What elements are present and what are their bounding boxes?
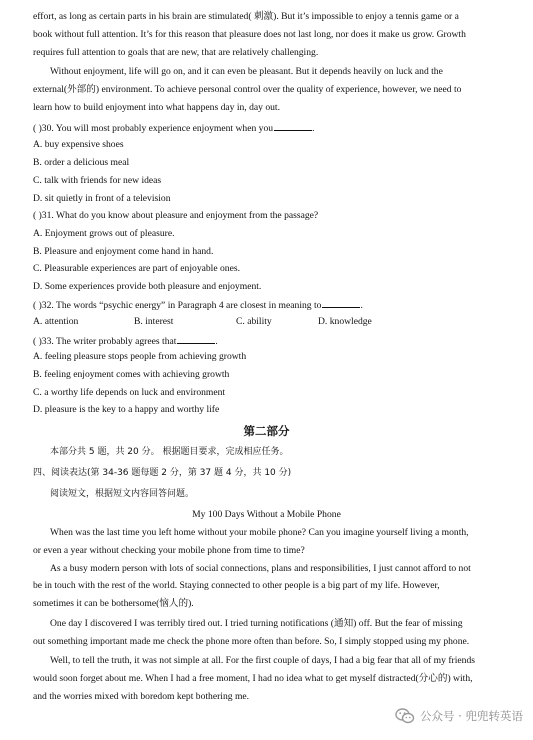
option: D. sit quietly in front of a television <box>33 193 171 204</box>
article-title: My 100 Days Without a Mobile Phone <box>192 509 341 520</box>
article-line: When was the last time you left home without your mobile phone? Can you imagine yourself living a month, <box>50 527 469 538</box>
watermark <box>395 708 523 724</box>
question-30-stem: ( )30. You will most probably experience enjoyment when you . <box>33 123 315 134</box>
article-line: As a busy modern person with lots of social connections, plans and responsibilities, I just cannot afford to not <box>50 563 471 574</box>
option: A. Enjoyment grows out of pleasure. <box>33 228 175 239</box>
part-note: 本部分共 5 题，共 20 分。 根据题目要求，完成相应任务。 <box>50 447 289 457</box>
para-line: requires full attention to goals that are new, that are relatively challenging. <box>33 47 319 58</box>
instruction: 阅读短文，根据短文内容回答问题。 <box>50 489 195 499</box>
article-line: be in touch with the rest of the world. Staying connected to other people is a big part of my life. However, <box>33 580 440 591</box>
option: A. buy expensive shoes <box>33 139 124 150</box>
section-title: 四、阅读表达(第 34-36 题每题 2 分，第 37 题 4 分，共 10 分) <box>33 468 292 478</box>
para-line: external(外部的) environment. To achieve personal control over the quality of experience, however, we need to <box>33 84 462 95</box>
para-line: book without full attention. It’s for this reason that pleasure does not last long, nor does it make us grow. Growth <box>33 29 466 40</box>
article-line: out something important made me check the phone more often than before. So, I simply stopped using my phone. <box>33 636 470 647</box>
watermark-text: 公众号 · 兜兜转英语 <box>420 709 523 723</box>
article-line: and the worries mixed with boredom kept bothering me. <box>33 691 250 702</box>
answer-blank <box>322 298 360 308</box>
option: D. pleasure is the key to a happy and worthy life <box>33 404 220 415</box>
answer-blank <box>177 334 215 344</box>
option: B. interest <box>134 316 174 327</box>
option: B. feeling enjoyment comes with achieving growth <box>33 369 230 380</box>
option: A. feeling pleasure stops people from achieving growth <box>33 351 247 362</box>
part-title: 第二部分 <box>243 424 290 438</box>
article-line: would soon forget about me. When I had a free moment, I had no idea what to get myself distracted(分心的) with, <box>33 673 473 684</box>
question-33-stem: ( )33. The writer probably agrees that . <box>33 336 218 347</box>
para-line: learn how to build enjoyment into what happens day in, day out. <box>33 102 280 113</box>
para-line: effort, as long as certain parts in his brain are stimulated( 刺激). But it’s impossible to enjoy a tennis game or a <box>33 11 459 22</box>
option: D. knowledge <box>318 316 372 327</box>
option: C. talk with friends for new ideas <box>33 175 162 186</box>
article-line: One day I discovered I was terribly tired out. I tried turning notifications (通知) off. But the fear of missing <box>50 618 463 629</box>
wechat-icon <box>395 708 415 724</box>
para-line: Without enjoyment, life will go on, and it can even be pleasant. But it depends heavily on luck and the <box>50 66 443 77</box>
article-line: or even a year without checking your mobile phone from time to time? <box>33 545 305 556</box>
option: C. a worthy life depends on luck and environment <box>33 387 226 398</box>
option: B. Pleasure and enjoyment come hand in hand. <box>33 246 214 257</box>
option: B. order a delicious meal <box>33 157 130 168</box>
option: C. Pleasurable experiences are part of enjoyable ones. <box>33 263 240 274</box>
article-line: Well, to tell the truth, it was not simple at all. For the first couple of days, I had a big fear that all of my friends <box>50 655 475 666</box>
option: A. attention <box>33 316 79 327</box>
article-line: sometimes it can be bothersome(恼人的). <box>33 598 194 609</box>
answer-blank <box>274 121 312 131</box>
question-31-stem: ( )31. What do you know about pleasure and enjoyment from the passage? <box>33 210 319 221</box>
question-32-stem: ( )32. The words “psychic energy” in Paragraph 4 are closest in meaning to . <box>33 300 363 311</box>
option: D. Some experiences provide both pleasure and enjoyment. <box>33 281 262 292</box>
option: C. ability <box>236 316 272 327</box>
